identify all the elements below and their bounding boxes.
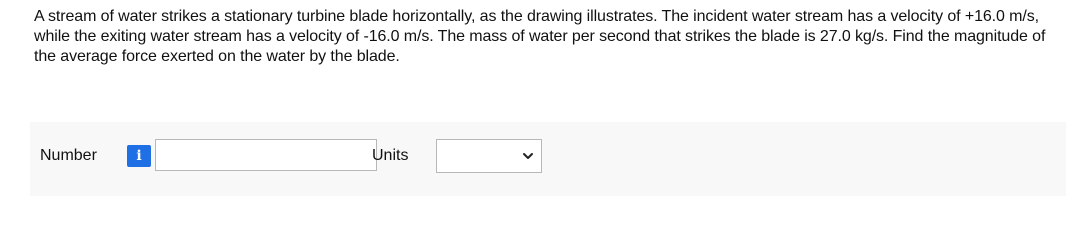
- units-label: Units: [372, 147, 409, 164]
- units-dropdown[interactable]: [436, 139, 542, 173]
- number-label: Number: [40, 147, 97, 164]
- chevron-down-icon: [521, 149, 535, 163]
- answer-area: [30, 122, 1066, 196]
- info-icon[interactable]: i: [127, 145, 151, 167]
- question-text: A stream of water strikes a stationary turbine blade horizontally, as the drawing illustrates. The incident water stream has a velocity of +16.0 m/s, while the exiting water stream has a velocity of -16.0 m/s. The mass of water per second that strikes the blade is 27.0 kg/s. Find the magnitude of the average force exerted on the water by the blade.: [34, 8, 1046, 65]
- number-input[interactable]: [155, 139, 377, 171]
